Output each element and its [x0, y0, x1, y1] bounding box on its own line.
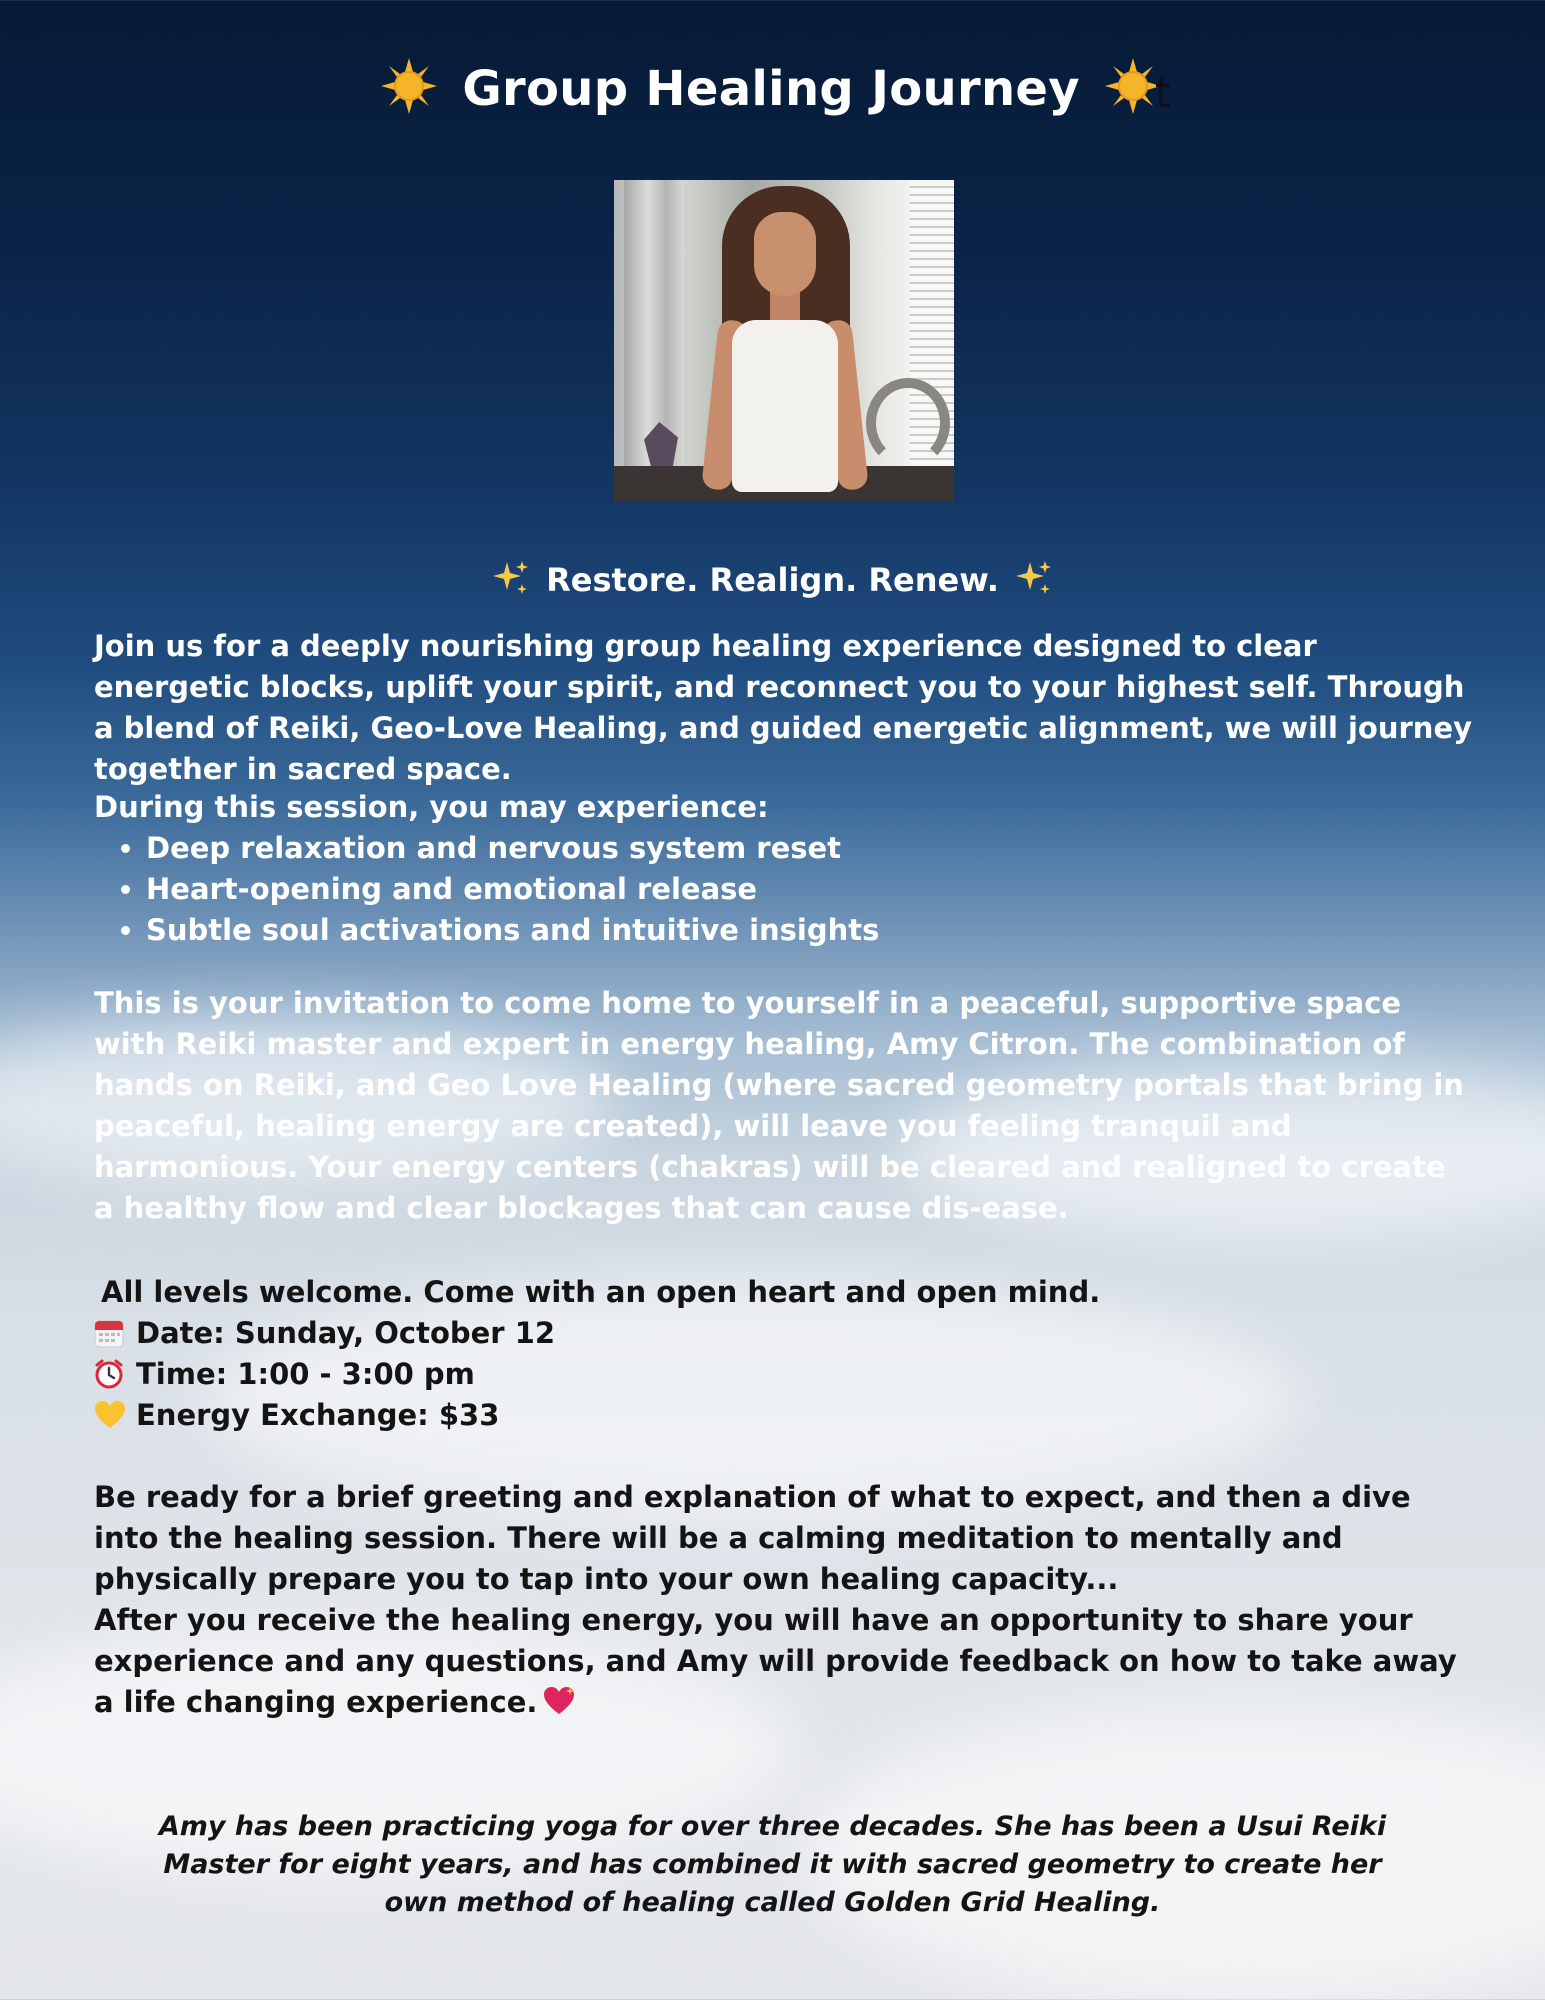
calendar-icon [94, 1318, 126, 1348]
exchange-line [94, 1395, 499, 1436]
expect-paragraph: Be ready for a brief greeting and explanation of what to expect, and then a dive into the healing session. There will be a calming meditation to mentally and physically prepare you to tap into your own healing capacity... [94, 1480, 1411, 1596]
sun-icon [381, 58, 437, 126]
instructor-photo [614, 180, 954, 502]
experience-list [94, 828, 879, 951]
after-paragraph [94, 1600, 1474, 1727]
date-line [94, 1313, 555, 1354]
yellow-heart-icon [94, 1400, 126, 1430]
sparkles-icon [493, 560, 529, 604]
welcome-line: All levels welcome. Come with an open heart and open mind. [101, 1275, 1101, 1309]
title-text: Group Healing Journey [462, 61, 1080, 117]
tagline-text: Restore. Realign. Renew. [546, 561, 999, 599]
invitation-paragraph: This is your invitation to come home to yourself in a peaceful, supportive space with Reiki master and expert in energy healing, Amy Citron. The combination of hands on Reiki, and Geo Love Healing (where sacred geometry portals that bring in peaceful, healing energy are created), will leave you feeling tranquil and harmonious. Your energy centers (chakras) will be cleared and realigned to create a healthy flow and clear blockages that can cause dis-ease. [94, 986, 1464, 1225]
list-item: • Deep relaxation and nervous system reset [146, 828, 879, 869]
sun-icon [1105, 58, 1161, 126]
sparkling-heart-icon [543, 1686, 577, 1727]
stray-character: t [1154, 67, 1172, 117]
list-item: • Heart-opening and emotional release [146, 869, 879, 910]
tagline [0, 560, 1545, 604]
page-title [0, 58, 1545, 126]
list-item: • Subtle soul activations and intuitive insights [146, 910, 879, 951]
intro-paragraph: Join us for a deeply nourishing group healing experience designed to clear energetic blocks, uplift your spirit, and reconnect you to your highest self. Through a blend of Reiki, Geo-Love Healing, and guided energetic alignment, we will journey together in sacred space. [94, 629, 1473, 786]
time-line [94, 1354, 475, 1395]
sparkles-icon [1016, 560, 1052, 604]
time-text: Time: 1:00 - 3:00 pm [136, 1357, 475, 1391]
alarm-clock-icon [94, 1359, 126, 1389]
experience-lead: During this session, you may experience: [94, 790, 769, 824]
exchange-text: Energy Exchange: $33 [136, 1398, 500, 1432]
instructor-bio: Amy has been practicing yoga for over three decades. She has been a Usui Reiki Master for eight years, and has combined it with sacred geometry to create her own method of healing called Golden Grid Healing. [158, 1811, 1387, 1918]
after-text: After you receive the healing energy, you will have an opportunity to share your experience and any questions, and Amy will provide feedback on how to take away a life changing experience. [94, 1603, 1457, 1719]
date-text: Date: Sunday, October 12 [136, 1316, 556, 1350]
